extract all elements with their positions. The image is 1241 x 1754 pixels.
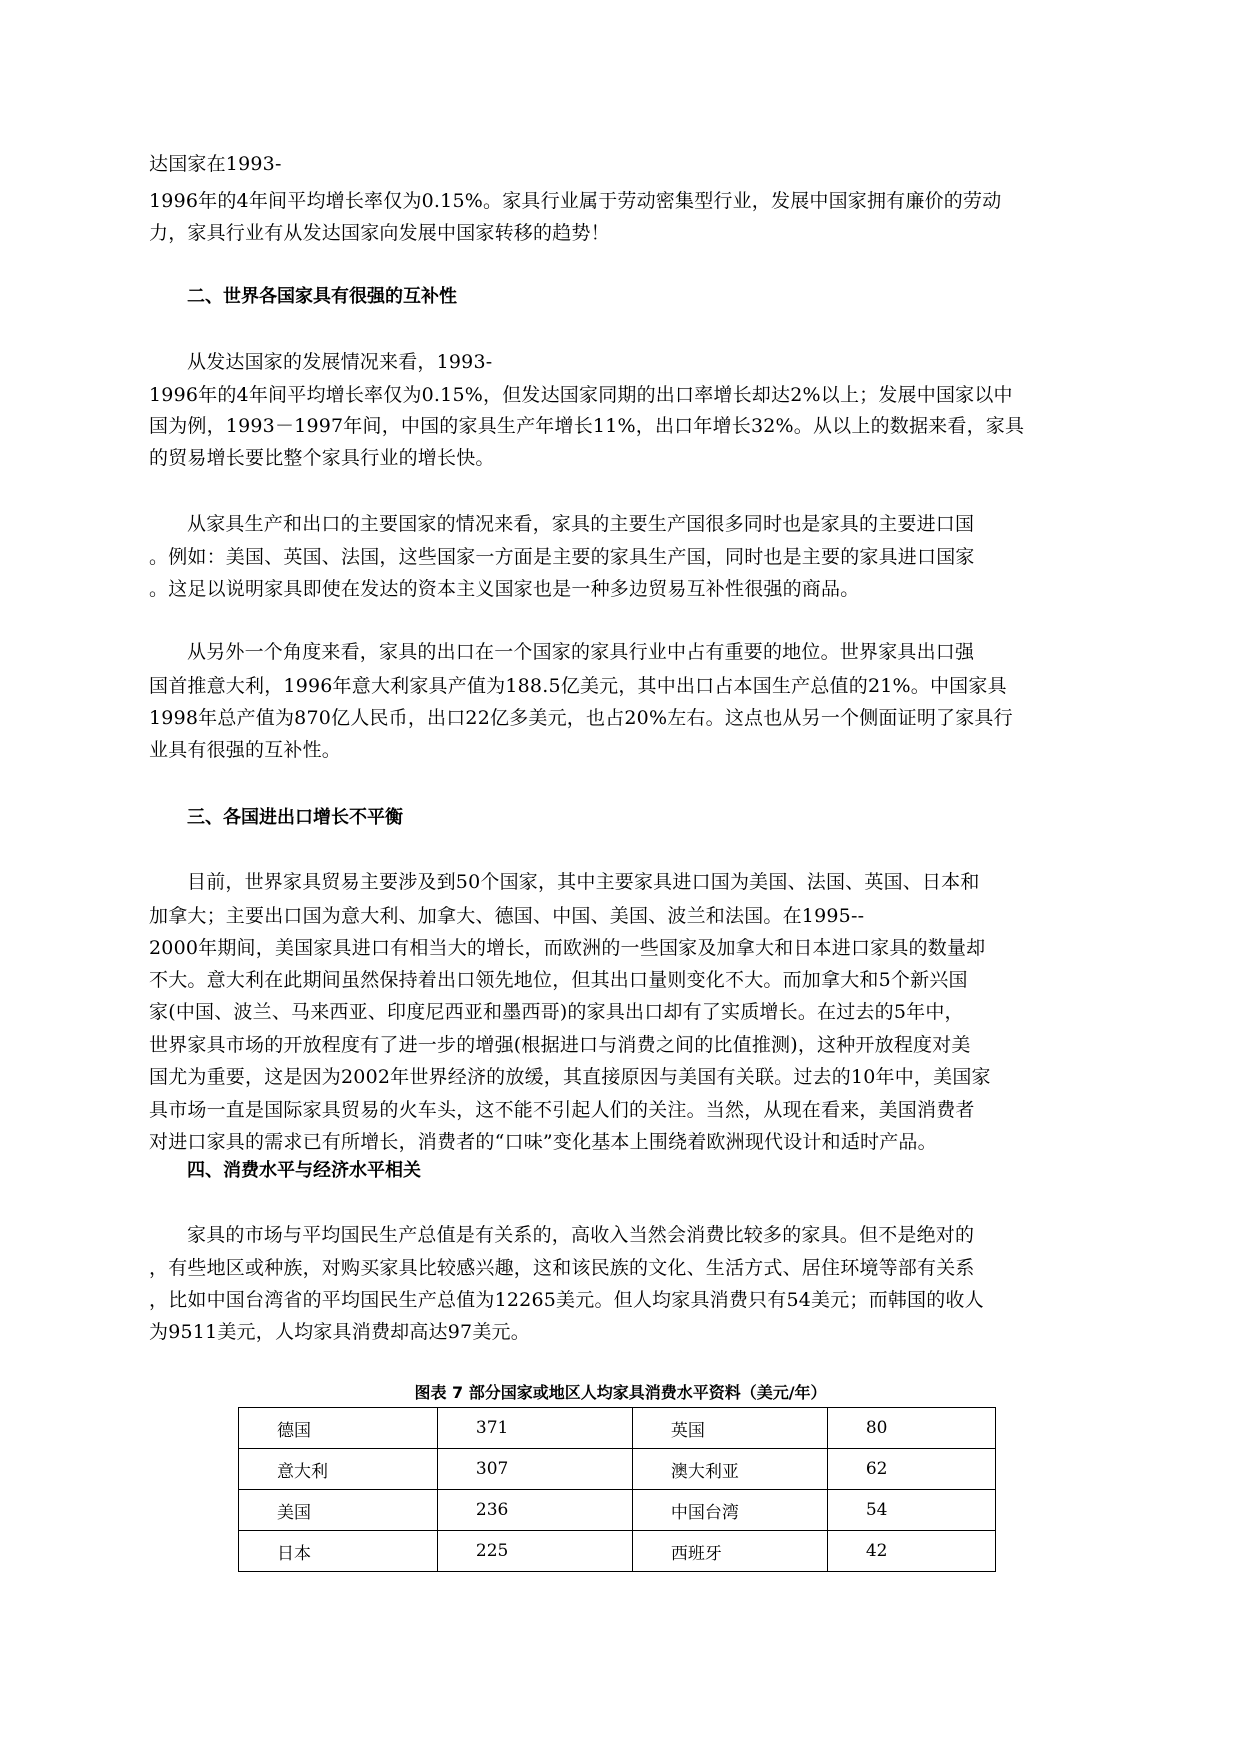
paragraph-line: 世界家具市场的开放程度有了进一步的增强(根据进口与消费之间的比值推测)，这种开放程度对美 <box>149 1034 971 1056</box>
table-cell: 德国 <box>239 1408 438 1449</box>
paragraph-line: 业具有很强的互补性。 <box>149 739 342 761</box>
paragraph-line: 目前，世界家具贸易主要涉及到50个国家，其中主要家具进口国为美国、法国、英国、日本和 <box>187 871 980 893</box>
table-cell: 澳大利亚 <box>632 1449 827 1490</box>
intro-line: 力，家具行业有从发达国家向发展中国家转移的趋势！ <box>149 222 610 244</box>
table-cell: 307 <box>437 1449 632 1490</box>
table-caption: 图表 7 部分国家或地区人均家具消费水平资料（美元/年） <box>414 1383 827 1402</box>
paragraph-line: 2000年期间，美国家具进口有相当大的增长，而欧洲的一些国家及加拿大和日本进口家具的数量却 <box>149 937 986 959</box>
section-heading: 二、世界各国家具有很强的互补性 <box>187 286 457 307</box>
paragraph-line: 国首推意大利，1996年意大利家具产值为188.5亿美元，其中出口占本国生产总值的21%。中国家具 <box>149 675 1007 697</box>
table-cell: 80 <box>827 1408 995 1449</box>
paragraph-line: 国为例，1993－1997年间，中国的家具生产年增长11%，出口年增长32%。从以上的数据来看，家具 <box>149 415 1025 437</box>
table-cell: 54 <box>827 1490 995 1531</box>
paragraph-line: 不大。意大利在此期间虽然保持着出口领先地位，但其出口量则变化不大。而加拿大和5个新兴国 <box>149 969 968 991</box>
table-cell: 意大利 <box>239 1449 438 1490</box>
paragraph-line: 为9511美元，人均家具消费却高达97美元。 <box>149 1321 530 1343</box>
paragraph-line: 家具的市场与平均国民生产总值是有关系的，高收入当然会消费比较多的家具。但不是绝对的 <box>187 1224 975 1246</box>
table-row <box>239 1490 996 1531</box>
section-heading: 三、各国进出口增长不平衡 <box>187 807 403 828</box>
consumption-table <box>238 1407 996 1572</box>
paragraph-line: ，有些地区或种族，对购买家具比较感兴趣，这和该民族的文化、生活方式、居住环境等部有关系 <box>149 1257 975 1279</box>
table-cell: 美国 <box>239 1490 438 1531</box>
paragraph-line: ，比如中国台湾省的平均国民生产总值为12265美元。但人均家具消费只有54美元；而韩国的收人 <box>149 1289 984 1311</box>
intro-line: 达国家在1993- <box>149 153 282 175</box>
paragraph-line: 。这足以说明家具即使在发达的资本主义国家也是一种多边贸易互补性很强的商品。 <box>149 578 860 600</box>
table-row <box>239 1408 996 1449</box>
table-row <box>239 1531 996 1572</box>
paragraph-line: 从另外一个角度来看，家具的出口在一个国家的家具行业中占有重要的地位。世界家具出口强 <box>187 641 975 663</box>
paragraph-line: 家(中国、波兰、马来西亚、印度尼西亚和墨西哥)的家具出口却有了实质增长。在过去的5年中， <box>149 1001 964 1023</box>
paragraph-line: 具市场一直是国际家具贸易的火车头，这不能不引起人们的关注。当然，从现在看来，美国消费者 <box>149 1099 975 1121</box>
table-cell: 62 <box>827 1449 995 1490</box>
paragraph-line: 。例如：美国、英国、法国，这些国家一方面是主要的家具生产国，同时也是主要的家具进口国家 <box>149 546 975 568</box>
paragraph-line: 从家具生产和出口的主要国家的情况来看，家具的主要生产国很多同时也是家具的主要进口国 <box>187 513 975 535</box>
table-cell: 236 <box>437 1490 632 1531</box>
table-cell: 225 <box>437 1531 632 1572</box>
table-cell: 42 <box>827 1531 995 1572</box>
paragraph-line: 从发达国家的发展情况来看，1993- <box>187 351 493 373</box>
intro-line: 1996年的4年间平均增长率仅为0.15%。家具行业属于劳动密集型行业，发展中国家拥有廉价的劳动 <box>149 190 1002 212</box>
paragraph-line: 1996年的4年间平均增长率仅为0.15%，但发达国家同期的出口率增长却达2%以上；发展中国家以中 <box>149 384 1013 406</box>
table-cell: 中国台湾 <box>632 1490 827 1531</box>
paragraph-line: 1998年总产值为870亿人民币，出口22亿多美元，也占20%左右。这点也从另一个侧面证明了家具行 <box>149 707 1013 729</box>
paragraph-line: 加拿大；主要出口国为意大利、加拿大、德国、中国、美国、波兰和法国。在1995-- <box>149 905 865 927</box>
table-cell: 西班牙 <box>632 1531 827 1572</box>
table-row <box>239 1449 996 1490</box>
paragraph-line: 对进口家具的需求已有所增长，消费者的“口味”变化基本上围绕着欧洲现代设计和适时产品。 <box>149 1131 937 1153</box>
section-heading: 四、消费水平与经济水平相关 <box>187 1160 421 1181</box>
paragraph-line: 国尤为重要，这是因为2002年世界经济的放缓，其直接原因与美国有关联。过去的10年中，美国家 <box>149 1066 991 1088</box>
paragraph-line: 的贸易增长要比整个家具行业的增长快。 <box>149 447 495 469</box>
table-cell: 371 <box>437 1408 632 1449</box>
table-cell: 英国 <box>632 1408 827 1449</box>
table-cell: 日本 <box>239 1531 438 1572</box>
